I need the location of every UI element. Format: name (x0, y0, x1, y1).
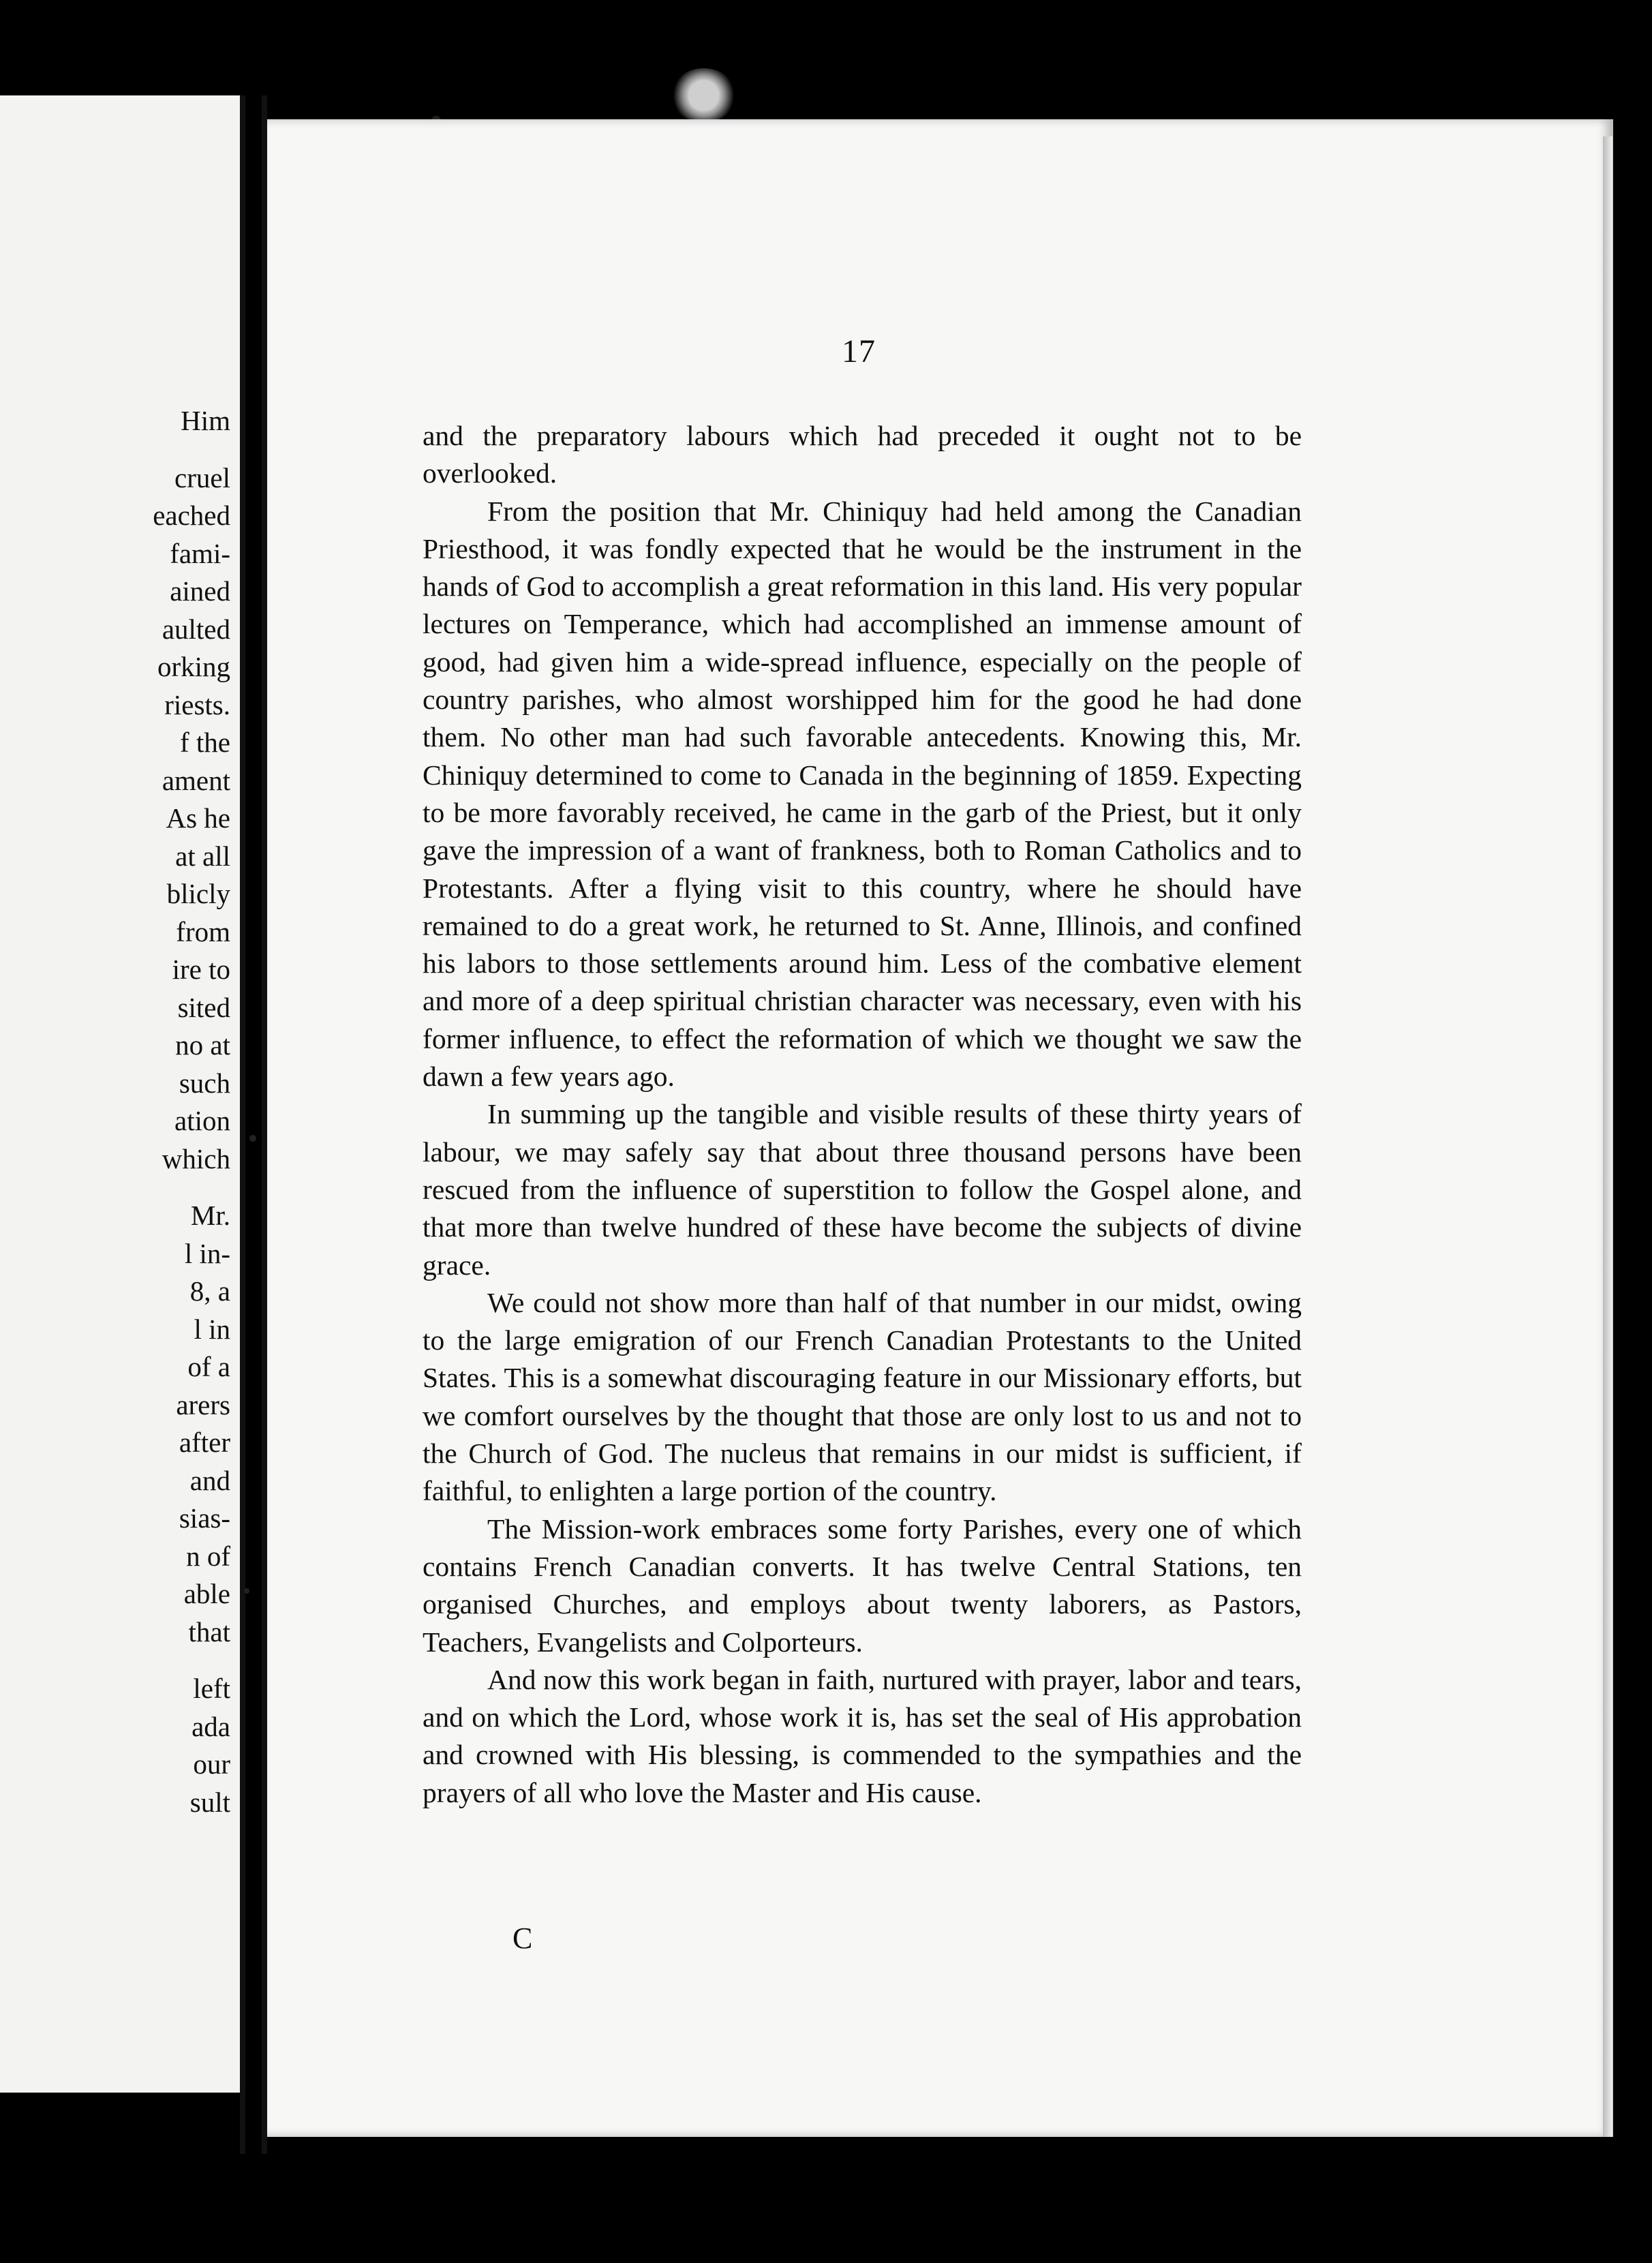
spine-line-left (240, 95, 245, 2154)
left-page-line (153, 1651, 230, 1670)
left-page-line (153, 440, 230, 459)
left-page-line: able (183, 1578, 230, 1609)
left-page-line: arers (176, 1388, 230, 1421)
left-page-line: n of (186, 1540, 230, 1572)
left-page-line: after (179, 1427, 230, 1458)
left-page-text-fragments (153, 402, 230, 1821)
paragraph: From the position that Mr. Chiniquy had held among the Canadian Priesthood, it was fondly expected that he would be the instrument in the hands of God to accomplish a great reformation in this land. His very popular lectures on Temperance, which had accomplished an immense amount of good, had given him a wide-spread influence, especially on the people of country parishes, who almost worshipped him for the good he had done them. No other man had such favorable antecedents. Knowing this, Mr. Chiniquy determined to come to Canada in the beginning of 1859. Expecting to be more favorably received, he came in the garb of the Priest, but it only gave the impression of a want of frankness, both to Roman Catholics and to Protestants. After a flying visit to this country, where he should have remained to do a great work, he returned to St. Anne, Illinois, and confined his labors to those settlements around him. Less of the combative element and more of a deep spiritual christian character was necessary, even with his former influence, to effect the reformation of which we thought we saw the dawn a few years ago. (423, 495, 1302, 1093)
left-page-line: from (176, 915, 230, 947)
paragraph: We could not show more than half of that number in our midst, owing to the large emigration of our French Canadian Protestants to the United States. This is a somewhat discouraging feature in our Missionary efforts, but we comfort ourselves by the thought that those are only lost to us and not to the Church of God. The nucleus that remains in our midst is sufficient, if faithful, to enlighten a large portion of the country. (423, 1286, 1302, 1507)
left-page-line: ation (174, 1105, 230, 1136)
left-page-line: no at (175, 1029, 230, 1061)
paragraph: The Mission-work embraces some forty Parishes, every one of which contains French Canadian converts. It has twelve Central Stations, ten organised Churches, and employs about twenty laborers, as Pastors, Teachers, Evangelists and Colporteurs. (423, 1513, 1302, 1658)
left-page-line: l in (194, 1313, 230, 1345)
paragraph: In summing up the tangible and visible results of these thirty years of labour, we may safely say that about three thousand persons have been rescued from the influence of superstition to follow the Gospel alone, and that more than twelve hundred of these have become the subjects of divine grace. (423, 1098, 1302, 1281)
left-page-line: l in- (184, 1237, 230, 1269)
left-page-line: Him (181, 405, 230, 436)
left-page-line: fami- (170, 537, 230, 569)
left-page-line: left (193, 1673, 230, 1704)
left-page-line: orking (157, 651, 230, 682)
left-page-line: at all (175, 840, 230, 872)
page-body-text (423, 417, 1302, 1812)
left-page-line: ained (170, 575, 230, 607)
left-page-line: f the (180, 727, 230, 758)
left-page-line: eached (153, 500, 230, 531)
left-page-line: sited (177, 991, 230, 1023)
left-page-line: our (193, 1748, 230, 1780)
left-page-line: ada (192, 1710, 230, 1742)
left-page-line: which (162, 1142, 230, 1174)
spine-line-right (262, 95, 267, 2154)
left-page-line: ire to (172, 954, 230, 985)
page-edge-shadow (1603, 136, 1612, 2137)
left-page-line: of a (187, 1351, 230, 1382)
left-page-line: sias- (179, 1502, 230, 1534)
paragraph: And now this work began in faith, nurtured with prayer, labor and tears, and on which the Lord, whose work it is, has set the seal of His approbation and crowned with His blessing, is commended to the sympathies and the prayers of all who love the Master and His cause. (423, 1663, 1302, 1808)
ink-blot (671, 68, 736, 123)
signature-mark: C (513, 1922, 533, 1955)
ink-dot (244, 1588, 249, 1594)
left-page-line: sult (189, 1786, 230, 1818)
left-page-line: riests. (164, 688, 230, 720)
left-page-line: Mr. (190, 1200, 230, 1231)
left-page-line: aulted (162, 613, 230, 645)
left-page-line: blicly (166, 878, 230, 909)
left-facing-page (0, 95, 240, 2093)
left-page-line: and (189, 1464, 230, 1496)
page-number: 17 (842, 333, 876, 369)
left-page-line (153, 1178, 230, 1197)
left-page-line: that (188, 1615, 230, 1647)
left-page-line: cruel (174, 461, 230, 493)
ink-dot (249, 1135, 256, 1142)
left-page-line: such (179, 1067, 230, 1099)
left-page-line: As he (166, 802, 230, 834)
left-page-line: ament (162, 764, 230, 796)
paragraph-continuation: and the preparatory labours which had preceded it ought not to be overlooked. (423, 420, 1302, 489)
left-page-line: 8, a (189, 1275, 230, 1307)
